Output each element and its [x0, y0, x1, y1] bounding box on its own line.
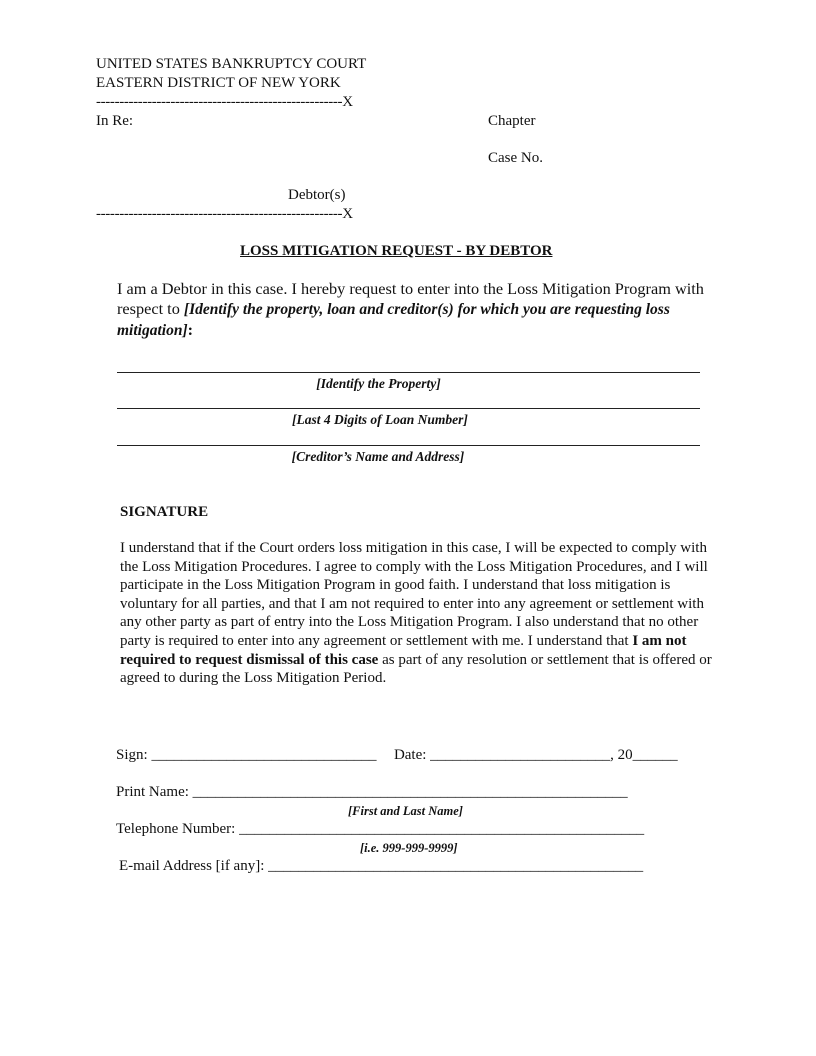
sign-label: Sign: [116, 747, 148, 763]
sign-row [116, 746, 678, 765]
email-label: E-mail Address [if any]: [119, 858, 265, 874]
email-field[interactable]: __________________________________________________ [268, 858, 644, 874]
print-name-label: Print Name: [116, 784, 189, 800]
caption-divider-bottom: -----------------------------------------------------X [96, 206, 353, 222]
intro-text: I am a Debtor in this case. I hereby request to enter into the Loss Mitigation Program with respect to [117, 279, 704, 318]
signature-paragraph-bold: I am not required to request dismissal of this case [120, 632, 687, 668]
intro-suffix: : [187, 320, 194, 339]
page-title: LOSS MITIGATION REQUEST - BY DEBTOR [240, 243, 553, 259]
sign-field[interactable]: ______________________________ [151, 747, 377, 763]
loan-number-hint: [Last 4 Digits of Loan Number] [292, 412, 468, 427]
intro-emphasis: [Identify the property, loan and creditor(s) for which you are requesting loss mitigation] [117, 301, 670, 339]
in-re-label: In Re: [96, 113, 134, 129]
caption-divider-top: -----------------------------------------------------X [96, 94, 353, 110]
year-prefix: , 20 [610, 747, 633, 763]
signature-paragraph-end: as part of any resolution or settlement that is offered or agreed to during the Loss Mitigation Period. [120, 651, 712, 687]
creditor-line[interactable] [117, 445, 700, 446]
email-row [119, 857, 643, 876]
telephone-row [116, 820, 644, 839]
court-name: UNITED STATES BANKRUPTCY COURT [96, 56, 367, 72]
intro-paragraph [117, 279, 717, 341]
signature-paragraph [120, 539, 718, 688]
telephone-hint: [i.e. 999-999-9999] [360, 841, 458, 855]
property-line[interactable] [117, 372, 700, 373]
date-label: Date: [393, 747, 427, 763]
signature-heading: SIGNATURE [120, 504, 209, 520]
print-name-hint: [First and Last Name] [348, 804, 463, 818]
case-number-label: Case No. [488, 150, 543, 166]
year-field[interactable]: ______ [632, 747, 678, 763]
property-hint: [Identify the Property] [316, 376, 441, 391]
date-field[interactable]: ________________________ [430, 747, 611, 763]
chapter-label: Chapter [488, 113, 536, 129]
print-name-row [116, 783, 628, 802]
telephone-field[interactable]: ______________________________________________________ [239, 821, 645, 837]
debtors-label: Debtor(s) [288, 187, 346, 203]
court-district: EASTERN DISTRICT OF NEW YORK [96, 75, 341, 91]
telephone-label: Telephone Number: [116, 821, 236, 837]
loan-number-line[interactable] [117, 408, 700, 409]
signature-paragraph-text: I understand that if the Court orders loss mitigation in this case, I will be expected to comply with the Loss Mitigation Procedures. I agree to comply with the Loss Mitigation Procedures, and I will participate in the Loss Mitigation Program in good faith. I understand that loss mitigation is voluntary for all parties, and that I am not required to enter into any agreement or settlement with any other party as part of entry into the Loss Mitigation Program. I also understand that no other party is required to enter into any agreement or settlement with me. I understand that [120, 540, 708, 649]
creditor-hint: [Creditor’s Name and Address] [291, 449, 465, 464]
print-name-field[interactable]: __________________________________________________________ [192, 784, 628, 800]
